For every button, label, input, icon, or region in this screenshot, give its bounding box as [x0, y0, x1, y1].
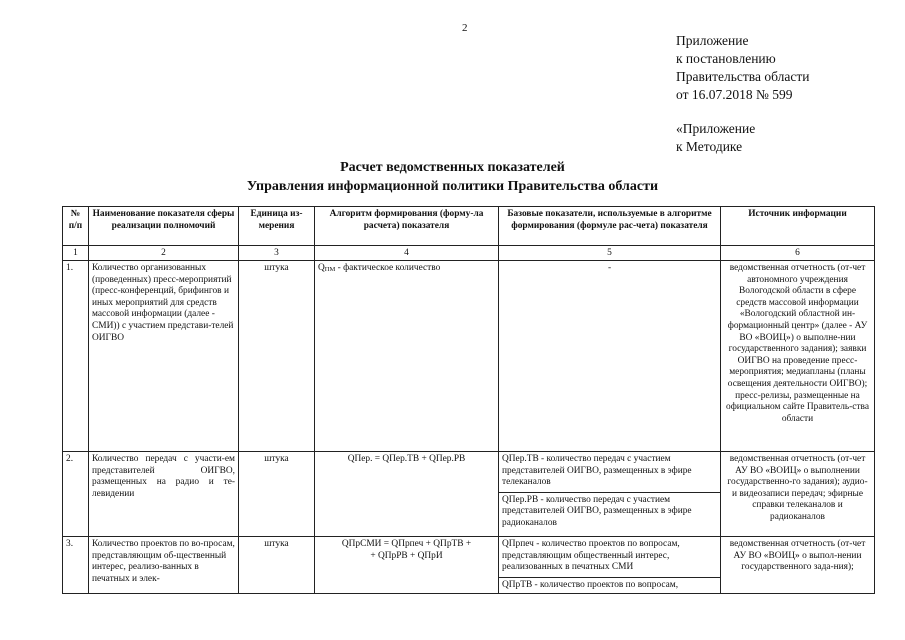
base-indicators-cell: [499, 452, 721, 537]
page-number: 2: [462, 22, 468, 34]
approval-line: Приложение: [676, 33, 749, 48]
formula-line: + QПрРВ + QПрИ: [370, 550, 443, 561]
formula-cell: QПер. = QПер.ТВ + QПер.РВ: [315, 452, 499, 537]
table-row: [63, 261, 875, 452]
formula-cell: [315, 261, 499, 452]
header-cell: Единица из-мерения: [239, 207, 315, 246]
column-number-row: [63, 246, 875, 261]
indicators-table: [62, 206, 875, 594]
source-cell: ведомственная отчетность (от-чет АУ ВО «ВОИЦ» о выполнении государственно-го задания); аудио- и видеозаписи передач; эфирные справки телеканалов и радиоканалов: [721, 452, 875, 537]
base-indicator: QПрТВ - количество проектов по вопросам,: [499, 577, 720, 592]
formula-cell: [315, 537, 499, 594]
base-indicator: QПрпеч - количество проектов по вопросам, представляющим общественный интерес, реализованных в печатных СМИ: [502, 539, 680, 573]
indicator-name: Количество передач с участи-ем представителей ОИГВО, размещенных на радио и те-левидении: [89, 452, 239, 537]
appendix-reference: [676, 120, 755, 156]
approval-line: Правительства области: [676, 69, 810, 84]
formula-symbol: Q: [318, 263, 325, 273]
formula-text: - фактическое количество: [335, 263, 441, 273]
row-number: 1.: [63, 261, 89, 452]
source-cell: ведомственная отчетность (от-чет АУ ВО «ВОИЦ» о выпол-нении государственного зада-ния);: [721, 537, 875, 594]
title-line-2: Управления информационной политики Правительства области: [246, 179, 659, 194]
base-indicator: QПер.РВ - количество передач с участием представителей ОИГВО, размещенных в эфире радиоканалов: [499, 492, 720, 530]
table-row: [63, 537, 875, 594]
row-number: 2.: [63, 452, 89, 537]
header-cell: Базовые показатели, используемые в алгоритме формирования (формуле рас-чета) показателя: [499, 207, 721, 246]
approval-line: от 16.07.2018 № 599: [676, 87, 793, 102]
indicator-name: Количество проектов по во-просам, представляющим об-щественный интерес, реализо-ванных в печатных и элек-: [89, 537, 239, 594]
column-number: 2: [89, 246, 239, 261]
document-title: [0, 158, 905, 196]
indicator-name: Количество организованных (проведенных) пресс-мероприятий (пресс-конференций, брифингов и иных мероприятий для средств массовой информации (далее - СМИ)) с участием представи-телей ОИГВО: [89, 261, 239, 452]
header-cell: № п/п: [63, 207, 89, 246]
base-indicator: QПер.ТВ - количество передач с участием представителей ОИГВО, размещенных в эфире телеканалов: [502, 454, 692, 488]
formula-subscript: ПМ: [324, 266, 336, 273]
base-indicators-cell: [499, 537, 721, 594]
source-cell: ведомственная отчетность (от-чет автономного учреждения Вологодской области в сфере средств массовой информации «Вологодский областной ин-формационный центр» (далее - АУ ВО «ВОИЦ») о выполне-нии государственного задания); заявки ОИГВО на проведение пресс-мероприятия; медиапланы (планы освещения деятельности ОИГВО); пресс-релизы, размещенные на официальном сайте Правитель-ства области: [721, 261, 875, 452]
column-number: 6: [721, 246, 875, 261]
unit-cell: штука: [239, 537, 315, 594]
column-number: 5: [499, 246, 721, 261]
column-number: 4: [315, 246, 499, 261]
table-header-row: [63, 207, 875, 246]
unit-cell: штука: [239, 452, 315, 537]
column-number: 3: [239, 246, 315, 261]
header-cell: Наименование показателя сферы реализации полномочий: [89, 207, 239, 246]
title-line-1: Расчет ведомственных показателей: [340, 160, 565, 175]
column-number: 1: [63, 246, 89, 261]
base-indicators-cell: -: [499, 261, 721, 452]
approval-block: [676, 32, 809, 104]
appendix-line: к Методике: [676, 139, 743, 154]
appendix-line: «Приложение: [676, 121, 756, 136]
approval-line: к постановлению: [676, 51, 776, 66]
formula-line: QПрСМИ = QПрпеч + QПрТВ +: [341, 539, 472, 549]
row-number: 3.: [63, 537, 89, 594]
table-row: [63, 452, 875, 537]
unit-cell: штука: [239, 261, 315, 452]
header-cell: Алгоритм формирования (форму-ла расчета) показателя: [315, 207, 499, 246]
header-cell: Источник информации: [721, 207, 875, 246]
